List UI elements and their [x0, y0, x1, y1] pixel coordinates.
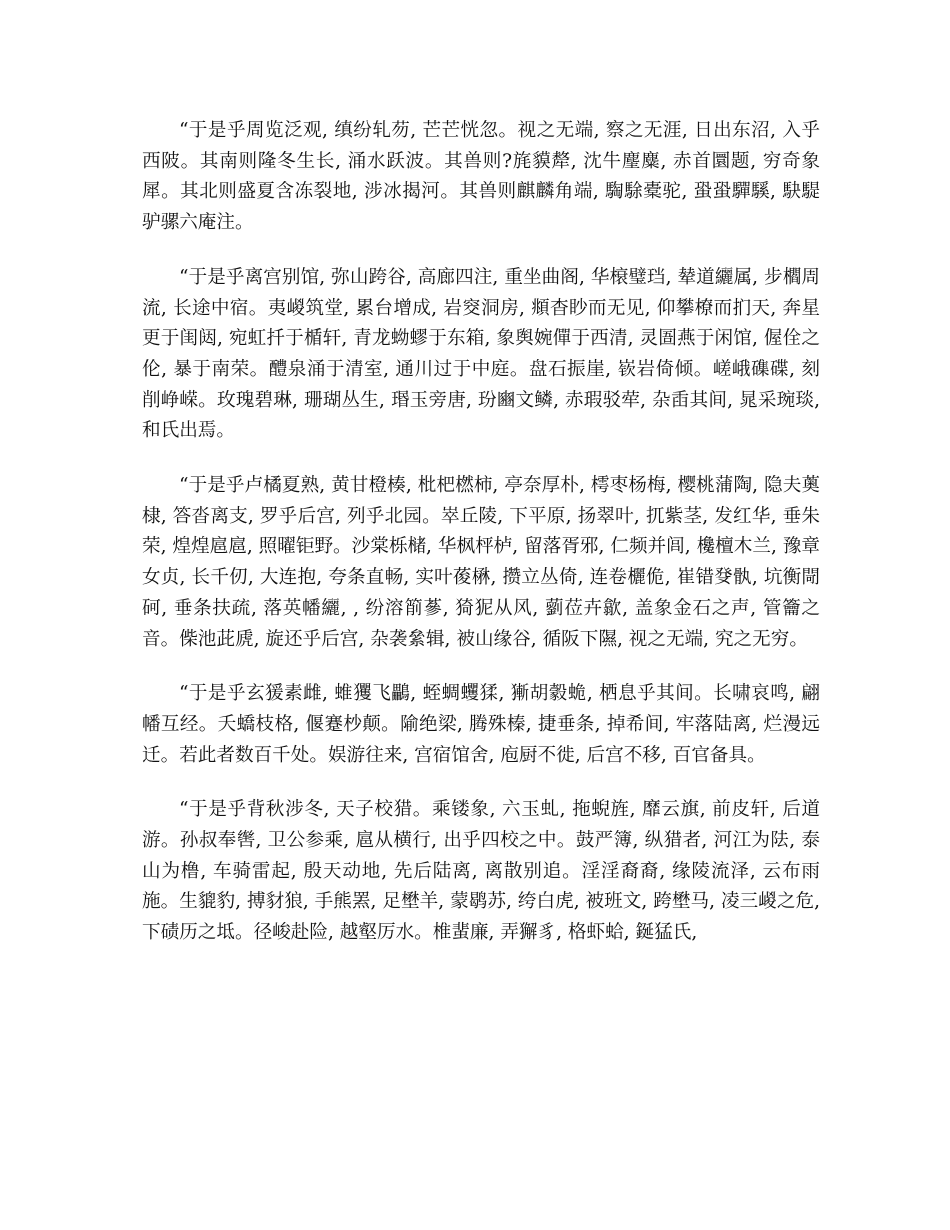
paragraph: “于是乎背秋涉冬, 天子校猎。乘镂象, 六玉虬, 拖蜺旌, 靡云旗, 前皮轩, 后道游。孙叔奉辔, 卫公参乘, 扈从横行, 出乎四校之中。鼓严簿, 纵猎者, 河江为阹, 泰山为橹, 车骑雷起, 殷天动地, 先后陆离, 离散别追。淫淫裔裔, 缘陵流泽, 云布雨施。生貔豹, 搏豺狼, 手熊罴, 足壄羊, 蒙鹖苏, 绔白虎, 被班文, 跨壄马, 凌三嵕之危, 下碛历之坻。径峻赴险, 越壑厉水。椎蜚廉, 弄獬豸, 格虾蛤, 鋋猛氏, [142, 799, 820, 944]
paragraph: “于是乎离宫别馆, 弥山跨谷, 高廊四注, 重坐曲阁, 华榱璧珰, 辇道纚属, 步櫩周流, 长途中宿。夷嵕筑堂, 累台增成, 岩窔洞房, 頫杳眇而无见, 仰攀橑而扪天, 奔星更于闺闼, 宛虹扦于楯轩, 青龙蚴蟉于东箱, 象舆婉僤于西清, 灵圄燕于闲馆, 偓佺之伦, 暴于南荣。醴泉涌于清室, 通川过于中庭。盘石振崖, 嵚岩倚倾。嵯峨磼碟, 刻削峥嵘。玫瑰碧琳, 珊瑚丛生, 瑉玉旁唐, 玢豳文鳞, 赤瑕驳荦, 杂臿其间, 晁采琬琰, 和氏出焉。 [142, 266, 820, 442]
paragraph: “于是乎玄猨素雌, 蜼玃飞鸓, 蛭蜩蠼猱, 獑胡豰蛫, 栖息乎其间。长啸哀鸣, 翩幡互经。夭蟜枝格, 偃蹇杪颠。隃绝梁, 腾殊榛, 捷垂条, 掉希间, 牢落陆离, 烂漫远迁。若此者数百千处。娱游往来, 宫宿馆舍, 庖厨不徙, 后宫不移, 百官备具。 [142, 683, 820, 766]
document-body [142, 116, 820, 973]
paragraph: “于是乎周览泛观, 缜纷轧芴, 芒芒恍忽。视之无端, 察之无涯, 日出东沼, 入乎西陂。其南则隆冬生长, 涌水跃波。其兽则?旄貘犛, 沈牛麈麋, 赤首圜题, 穷奇象犀。其北则盛夏含冻裂地, 涉冰揭河。其兽则麒麟角端, 騊駼橐驼, 蛩蛩驒騱, 駃騠驴骡六庵注。 [142, 120, 820, 234]
paragraph: “于是乎卢橘夏熟, 黄甘橙楱, 枇杷橪柿, 亭奈厚朴, 樗枣杨梅, 樱桃蒲陶, 隐夫薁棣, 答沓离支, 罗乎后宫, 列乎北园。崒丘陵, 下平原, 扬翠叶, 扤紫茎, 发红华, 垂朱荣, 煌煌扈扈, 照曜钜野。沙棠栎槠, 华枫枰栌, 留落胥邪, 仁频并闾, 欃檀木兰, 豫章女贞, 长千仞, 大连抱, 夸条直畅, 实叶葰楙, 攒立丛倚, 连卷欐佹, 崔错癹骫, 坑衡閜砢, 垂条扶疏, 落英幡纚, , 纷溶箾蔘, 猗狔从风, 藰莅卉歙, 盖象金石之声, 管籥之音。偨池茈虒, 旋还乎后宫, 杂袭絫辑, 被山缘谷, 循阪下隰, 视之无端, 究之无穷。 [142, 475, 820, 650]
